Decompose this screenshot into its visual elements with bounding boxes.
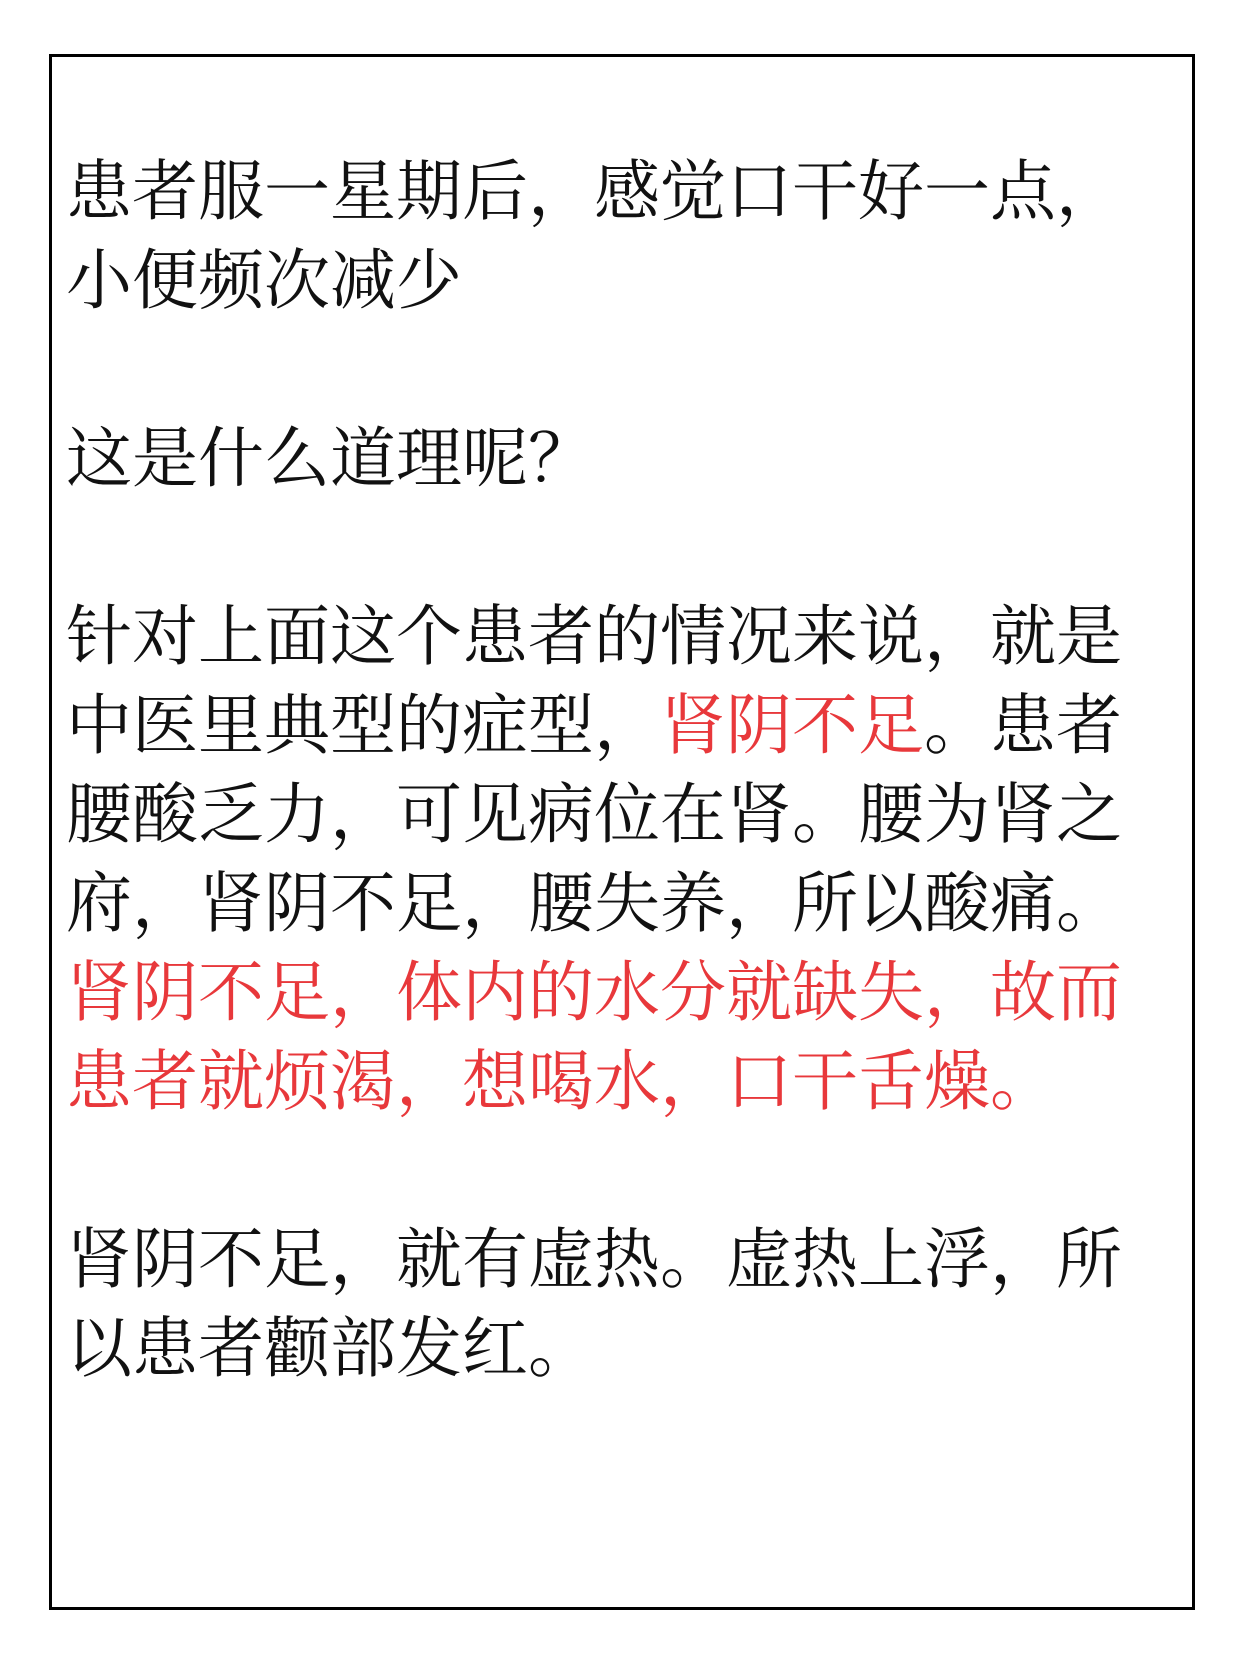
paragraph-1 [66,147,1178,325]
paragraph-3-text-1: 针对上面这个患者的情况来说，就是中医里典型的症型， [66,598,1122,764]
paragraph-3-text-2: 。患者腰酸乏力，可见病位在肾。腰为肾之府，肾阴不足，腰失养，所以酸痛。 [66,687,1122,942]
highlight-kidney-yin-deficiency: 肾阴不足 [660,687,924,764]
paragraph-2-text: 这是什么道理呢？ [66,420,594,497]
paragraph-3 [66,592,1178,1126]
page-frame [49,54,1195,1610]
article-body [66,147,1178,1482]
paragraph-2 [66,414,1178,503]
paragraph-4-text: 肾阴不足，就有虚热。虚热上浮，所以患者颧部发红。 [66,1221,1122,1387]
highlight-symptoms: 肾阴不足，体内的水分就缺失，故而患者就烦渴，想喝水，口干舌燥。 [66,954,1122,1120]
paragraph-1-text: 患者服一星期后，感觉口干好一点，小便频次减少 [66,153,1122,319]
paragraph-4 [66,1215,1178,1393]
